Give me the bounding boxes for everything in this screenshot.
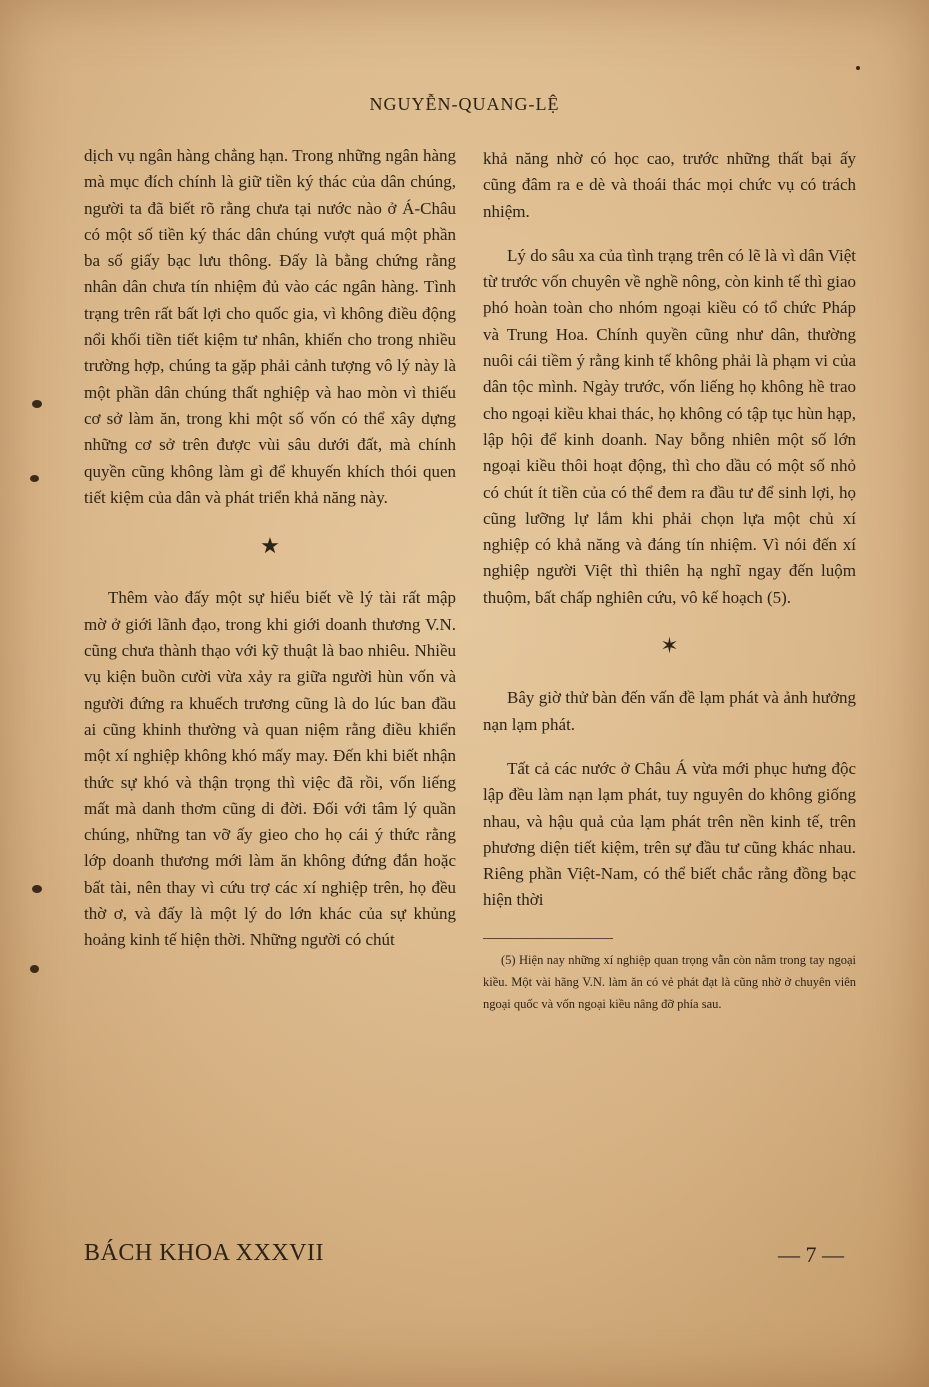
binding-hole-mark [32, 885, 42, 893]
paragraph: Bây giờ thử bàn đến vấn đề lạm phát và ảnh hưởng nạn lạm phát. [483, 688, 856, 734]
section-separator-star: ★ [260, 533, 280, 559]
binding-hole-mark [30, 965, 39, 973]
footnote-rule [483, 938, 613, 939]
footnote: (5) Hiện nay những xí nghiệp quan trọng vẫn còn nằm trong tay ngoại kiều. Một vài hãng V.N. làm ăn có vẻ phát đạt là cũng nhờ ở chuyên viên ngoại quốc và vốn ngoại kiều nâng đỡ phía sau. [483, 952, 856, 1011]
running-header: NGUYỄN-QUANG-LỆ [369, 94, 560, 114]
left-column [84, 143, 456, 954]
paragraph: Tất cả các nước ở Châu Á vừa mới phục hưng độc lập đều làm nạn lạm phát, tuy nguyên do không giống nhau, và hậu quả của lạm phát trên nền kinh tế, trên phương diện tiết kiệm, trên sự đầu tư cũng khác nhau. Riêng phần Việt-Nam, có thể biết chắc rằng đồng bạc hiện thời [483, 758, 856, 910]
right-column [483, 146, 856, 1015]
publication-footer: BÁCH KHOA XXXVII [84, 1240, 324, 1266]
ink-speck [856, 66, 860, 70]
paragraph: khả năng nhờ có học cao, trước những thất bại ấy cũng đâm ra e dè và thoái thác mọi chức vụ có trách nhiệm. [483, 149, 856, 221]
page-number: — 7 — [778, 1242, 844, 1267]
paragraph: dịch vụ ngân hàng chẳng hạn. Trong những ngân hàng mà mục đích chính là giữ tiền ký thác của dân chúng, người ta đã biết rõ rằng chưa tại nước nào ở Á-Châu có một số tiền ký thác dân chúng vượt quá một phần ba số giấy bạc lưu thông. Đấy là bằng chứng rằng nhân dân chưa tín nhiệm đủ vào các ngân hàng. Tình trạng trên rất bất lợi cho quốc gia, vì không điều động nổi khối tiền tiết kiệm tư nhân, khiến cho trong nhiều trường hợp, chúng ta gặp phải cảnh tượng vô lý này là một phần dân chúng thất nghiệp và hao mòn vì thiếu cơ sở làm ăn, trong khi một số vốn có thể xây dựng những cơ sở trên được vùi sâu dưới đất, mà chính quyền cũng không làm gì để khuyến khích thói quen tiết kiệm của dân và phát triển khả năng này. [84, 146, 456, 507]
paragraph: Thêm vào đấy một sự hiểu biết về lý tài rất mập mờ ở giới lãnh đạo, trong khi giới doanh thương V.N. cũng chưa thành thạo với kỹ thuật là bao nhiêu. Nhiều vụ kiện buồn cười vừa xảy ra giữa người hùn vốn và người đứng ra khuếch trương cũng là do lúc ban đầu ai cũng khinh thường và quan niệm rằng điều khiển một xí nghiệp không khó mấy may. Đến khi biết nhận thức sự khó và thận trọng thì việc đã rồi, vốn liếng mất mà danh thơm cũng di đời. Đối với tâm lý quần chúng, những tan vỡ ấy gieo cho họ cái ý thức rằng lớp doanh thương mới làm ăn không đứng đắn hoặc bất tài, nên thay vì cứu trợ các xí nghiệp trên, họ đều thờ ơ, và đấy là một lý do lớn khác của sự khủng hoảng kinh tế hiện thời. Những người có chút [84, 588, 456, 950]
binding-hole-mark [30, 475, 39, 482]
section-separator-star: ✶ [660, 633, 679, 659]
binding-hole-mark [32, 400, 42, 408]
paragraph: Lý do sâu xa của tình trạng trên có lẽ là vì dân Việt từ trước vốn chuyên về nghề nông, còn kinh tế thì giao phó hoàn toàn cho nhóm ngoại kiều có tổ chức Pháp và Trung Hoa. Chính quyền cũng như dân, thường nuôi cái tiềm ý rằng kinh tế không phải là phạm vi của dân tộc mình. Ngày trước, vốn liếng họ không hề trao cho ngoại kiều khai thác, họ không có tập tục hùn hạp, lập hội để kinh doanh. Nay bỗng nhiên một số lớn ngoại kiều thôi hoạt động, thì cho dầu có một số nhỏ có chút ít tiền của có thể đem ra đầu tư để sinh lợi, họ cũng lưỡng lự lắm khi phải chọn lựa một chủ xí nghiệp có khả năng và đáng tín nhiệm. Vì nói đến xí nghiệp người Việt thì thiên hạ nghĩ ngay đến luộm thuộm, bất chấp nghiên cứu, vô kế hoạch (5). [483, 245, 857, 607]
